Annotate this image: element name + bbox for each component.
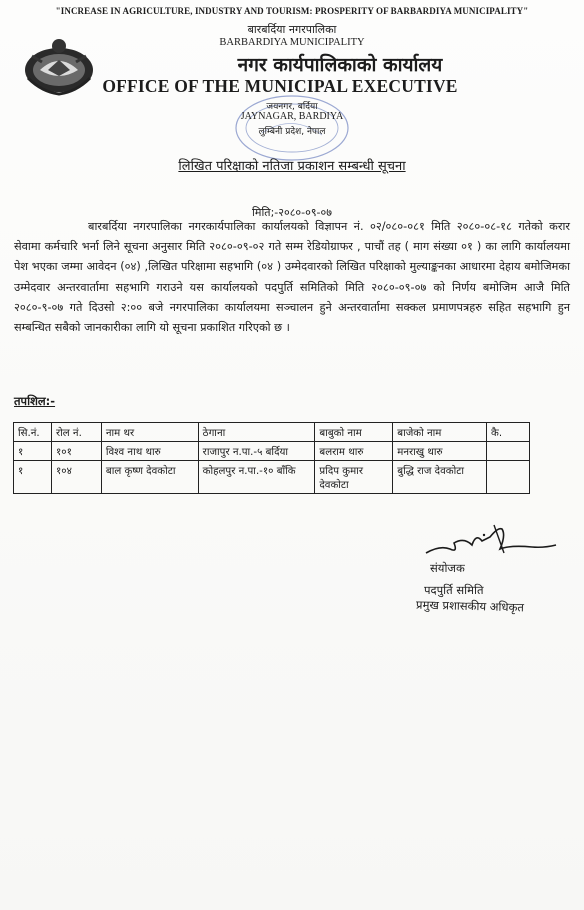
notice-heading: [0, 156, 584, 174]
table-cell: १: [14, 442, 52, 461]
header-cell-father: बाबुको नाम: [315, 423, 393, 442]
table-cell: बुद्धि राज देवकोटा: [393, 461, 487, 494]
notice-date: मिति;-२०८०-०९-०७: [252, 206, 332, 219]
province-nepali: लुम्बिनी प्रदेश, नेपाल: [258, 127, 326, 137]
signature-title-coordinator: संयोजक: [430, 561, 465, 575]
signature-title-committee: पदपुर्ति समिति: [424, 583, 484, 597]
notice-heading-text: लिखित परिक्षाको नतिजा प्रकाशन सम्बन्धी सूचना: [178, 159, 406, 174]
table-cell: प्रदिप कुमार देवकोटा: [315, 461, 393, 494]
table-cell: राजापुर न.पा.-५ बर्दिया: [198, 442, 315, 461]
office-title-nepali: नगर कार्यपालिकाको कार्यालय: [237, 54, 443, 76]
municipality-name-english: BARBARDIYA MUNICIPALITY: [219, 37, 365, 48]
government-emblem-icon: [22, 36, 96, 96]
header-cell-roll: रोल नं.: [51, 423, 101, 442]
handwritten-signature-icon: [420, 523, 560, 558]
table-cell: बाल कृष्ण देवकोटा: [101, 461, 198, 494]
table-cell: [487, 461, 530, 494]
table-cell: १: [14, 461, 52, 494]
details-label: तपशिल:-: [14, 394, 56, 408]
table-cell: कोहलपुर न.पा.-१० बाँकि: [198, 461, 315, 494]
header-cell-address: ठेगाना: [198, 423, 315, 442]
table-cell: [487, 442, 530, 461]
table-header-row: [14, 423, 530, 442]
candidate-table: [13, 422, 530, 494]
header-cell-grandfather: बाजेको नाम: [393, 423, 487, 442]
table-row: [14, 442, 530, 461]
address-nepali: जयनगर, बर्दिया: [266, 102, 318, 112]
office-title-english: OFFICE OF THE MUNICIPAL EXECUTIVE: [102, 76, 458, 96]
table-cell: १०४: [51, 461, 101, 494]
address-english: JAYNAGAR, BARDIYA: [240, 111, 344, 122]
header-cell-name: नाम थर: [101, 423, 198, 442]
header-cell-serial: सि.नं.: [14, 423, 52, 442]
table-cell: मनराखु थारु: [393, 442, 487, 461]
municipality-name-nepali: बारबर्दिया नगरपालिका: [247, 23, 337, 36]
notice-body: बारबर्दिया नगरपालिका नगरकार्यपालिका कार्यालयको विज्ञापन नं. ०२/०८०-०८१ मिति २०८०-०८-१८ गतेको करार सेवामा कर्मचारि भर्ना लिने सूचना अनुसार मिति २०८०-०९-०२ गते सम्म रेडियोग्राफर , पाचौं तह ( माग संख्या ०१ ) का लागि कार्यालयमा पेश भएका जम्मा आवेदन (०४) ,लिखित परिक्षामा सहभागि (०४ ) उम्मेदवारको लिखित परिक्षाको मुल्याङ्कनका आधारमा देहाय बमोजिमका उम्मेदवार अन्तरवार्तामा सहभागि गराउने यस कार्यालयको पदपुर्ति समितिको मिति २०८०-०९-०७ को निर्णय बमोजिम आजै मिति २०८०-९-०७ गते दिउसो २:०० बजे नगरपालिका कार्यालयमा सञ्चालन हुने अन्तरवार्तामा सक्कल प्रमाणपत्रहरु सहित सहभागि हुन सम्बन्धित सबैको जानकारीका लागि यो सूचना प्रकाशित गरिएको छ ।: [14, 220, 570, 335]
motto-text: "INCREASE IN AGRICULTURE, INDUSTRY AND TOURISM: PROSPERITY OF BARBARDIYA MUNICIPALITY": [55, 6, 529, 16]
table-cell: बलराम थारु: [315, 442, 393, 461]
header-cell-remarks: कै.: [487, 423, 530, 442]
table-row: [14, 461, 530, 494]
table-cell: १०१: [51, 442, 101, 461]
table-cell: विश्व नाथ थारु: [101, 442, 198, 461]
signature-title-officer: प्रमुख प्रशासकीय अधिकृत: [415, 597, 525, 615]
